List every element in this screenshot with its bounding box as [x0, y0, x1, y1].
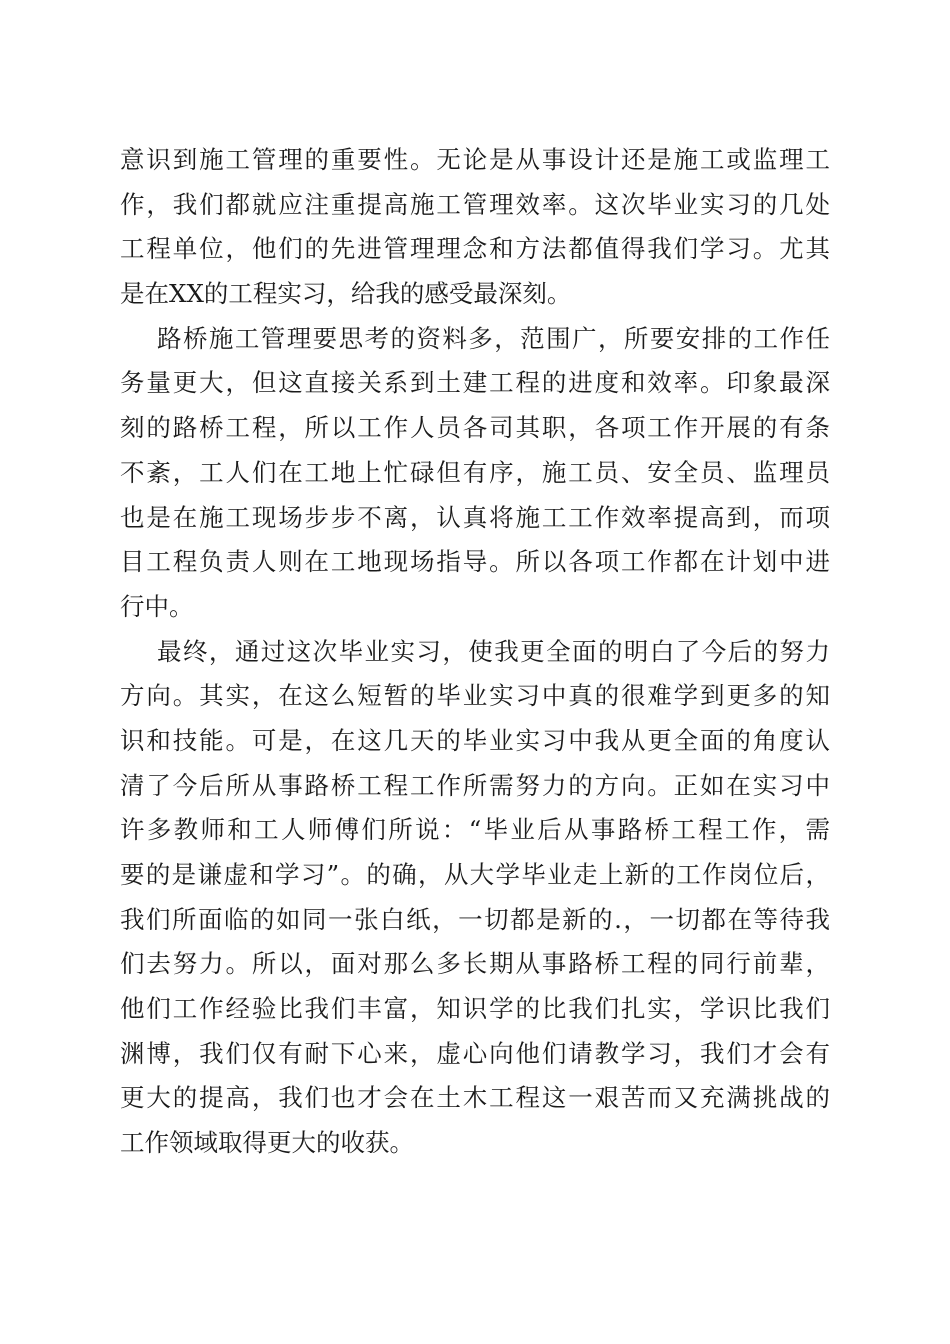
text-line: 更大的提高，我们也才会在土木工程这一艰苦而又充满挑战的: [120, 1083, 830, 1113]
text-line: 也是在施工现场步步不离，认真将施工工作效率提高到，而项: [120, 502, 830, 532]
text-line: 路桥施工管理要思考的资料多，范围广，所要安排的工作任: [157, 323, 830, 353]
text-line: 最终，通过这次毕业实习，使我更全面的明白了今后的努力: [157, 636, 830, 666]
text-line: 不紊，工人们在工地上忙碌但有序，施工员、安全员、监理员: [120, 457, 830, 487]
text-line: 他们工作经验比我们丰富，知识学的比我们扎实，学识比我们: [120, 994, 830, 1024]
text-line: 工程单位，他们的先进管理理念和方法都值得我们学习。尤其: [120, 234, 830, 264]
text-line: 意识到施工管理的重要性。无论是从事设计还是施工或监理工: [120, 145, 830, 174]
text-line: 我们所面临的如同一张白纸，一切都是新的.，一切都在等待我: [120, 904, 830, 934]
text-line: 务量更大，但这直接关系到土建工程的进度和效率。印象最深: [120, 368, 830, 398]
text-line: 许多教师和工人师傅们所说：“毕业后从事路桥工程工作，需: [120, 815, 830, 845]
text-line: 方向。其实，在这么短暂的毕业实习中真的很难学到更多的知: [120, 681, 830, 711]
text-line: 要的是谦虚和学习”。的确，从大学毕业走上新的工作岗位后，: [120, 860, 830, 889]
text-line: 清了今后所从事路桥工程工作所需努力的方向。正如在实习中: [120, 770, 830, 800]
text-line: 刻的路桥工程，所以工作人员各司其职，各项工作开展的有条: [120, 413, 830, 443]
text-line: 工作领域取得更大的收获。: [120, 1128, 414, 1158]
text-line: 识和技能。可是，在这几天的毕业实习中我从更全面的角度认: [120, 725, 830, 755]
text-line: 是在XX的工程实习，给我的感受最深刻。: [120, 279, 572, 309]
text-line: 目工程负责人则在工地现场指导。所以各项工作都在计划中进: [120, 547, 830, 577]
text-line: 行中。: [120, 591, 194, 621]
text-line: 们去努力。所以，面对那么多长期从事路桥工程的同行前辈，: [120, 949, 830, 979]
document-body: [120, 138, 830, 1166]
text-line: 渊博，我们仅有耐下心来，虚心向他们请教学习，我们才会有: [120, 1038, 830, 1068]
text-line: 作，我们都就应注重提高施工管理效率。这次毕业实习的几处: [120, 189, 830, 219]
